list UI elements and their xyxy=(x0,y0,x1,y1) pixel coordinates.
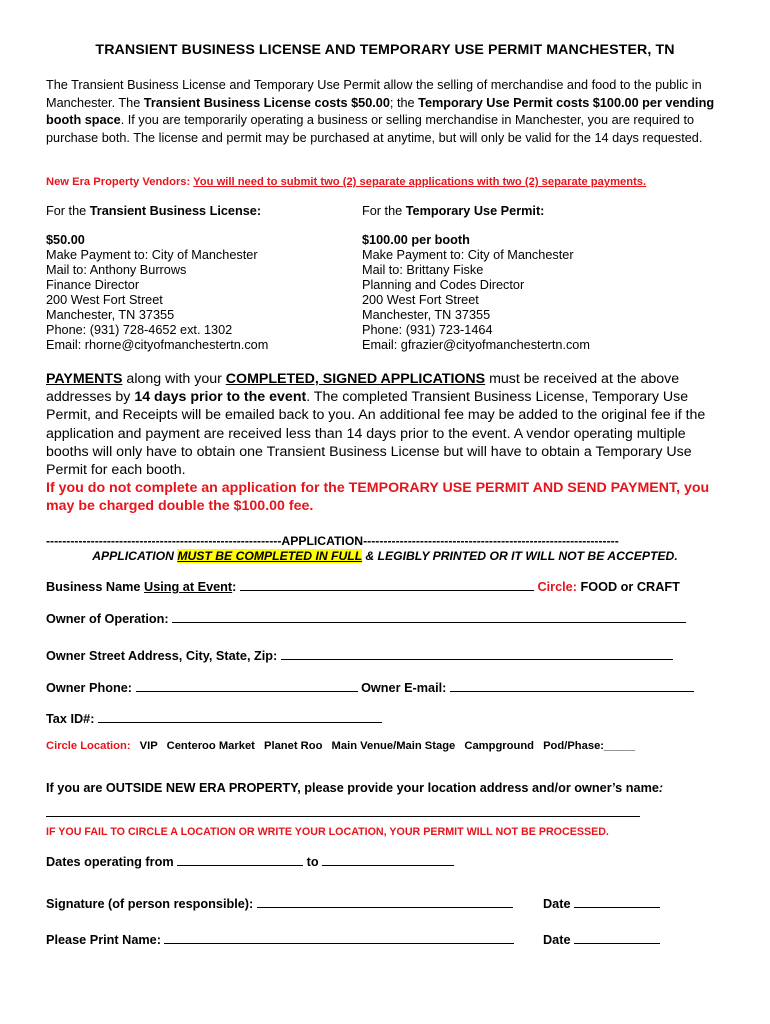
location-option-main-venue[interactable]: Main Venue/Main Stage xyxy=(331,740,456,752)
phone-email-row xyxy=(46,679,694,695)
outside-location-field[interactable] xyxy=(46,815,640,817)
location-option-campground[interactable]: Campground xyxy=(464,740,534,752)
permit-title: Planning and Codes Director xyxy=(362,278,525,292)
page-title: TRANSIENT BUSINESS LICENSE AND TEMPORARY USE PERMIT MANCHESTER, TN xyxy=(95,42,675,58)
license-column xyxy=(46,204,346,353)
header-bold: Temporary Use Permit: xyxy=(405,204,545,218)
notice-text: & LEGIBLY PRINTED OR IT WILL NOT BE ACCEPTED. xyxy=(361,549,678,563)
location-row xyxy=(46,740,635,752)
license-cost: Transient Business License costs $50.00 xyxy=(143,95,390,110)
license-payment: Make Payment to: City of Manchester xyxy=(46,248,258,262)
date-from-field[interactable] xyxy=(177,853,303,866)
license-email: Email: rhorne@cityofmanchestertn.com xyxy=(46,338,269,352)
field-label: Owner Phone: xyxy=(46,681,132,695)
field-label: Business Name xyxy=(46,580,145,594)
address-row xyxy=(46,647,673,663)
field-label: Signature (of person responsible): xyxy=(46,897,254,911)
application-separator: ----------------------------------------------------------APPLICATION--------------------------------------------------------------- xyxy=(46,534,619,548)
vendors-label: New Era Property Vendors: xyxy=(46,176,191,188)
field-label: : xyxy=(232,580,237,594)
signature-field[interactable] xyxy=(257,895,513,908)
outside-row xyxy=(46,781,663,795)
owner-field[interactable] xyxy=(172,610,686,623)
intro-paragraph xyxy=(46,77,726,147)
application-notice xyxy=(0,549,770,563)
location-warning: IF YOU FAIL TO CIRCLE A LOCATION OR WRITE YOUR LOCATION, YOUR PERMIT WILL NOT BE PROCESSED. xyxy=(46,826,609,838)
signature-date-row xyxy=(543,895,660,911)
field-label: If you are OUTSIDE NEW ERA PROPERTY, please provide your location address and/or owner’s name xyxy=(46,781,659,795)
signature-date-field[interactable] xyxy=(574,895,660,908)
owner-row xyxy=(46,610,686,626)
food-craft-options[interactable]: FOOD or CRAFT xyxy=(580,580,680,594)
vendors-text: You will need to submit two (2) separate applications with two (2) separate payments. xyxy=(193,176,647,188)
permit-street: 200 West Fort Street xyxy=(362,293,479,307)
location-label: Circle Location: xyxy=(46,740,131,752)
permit-payment: Make Payment to: City of Manchester xyxy=(362,248,574,262)
field-label: to xyxy=(306,855,319,869)
intro-text: The Transient Business License and Temporary Use Permit allow the selling of merchandise and food to the public in Manchester. The xyxy=(46,78,702,110)
field-label: Dates operating from xyxy=(46,855,174,869)
circle-label: Circle: xyxy=(537,580,577,594)
outside-line-row xyxy=(46,806,640,820)
email-field[interactable] xyxy=(450,679,694,692)
location-option-pod-phase[interactable]: Pod/Phase:_____ xyxy=(543,740,636,752)
field-label: Using at Event xyxy=(144,580,233,594)
field-label: Owner E-mail: xyxy=(361,681,447,695)
location-option-centeroo[interactable]: Centeroo Market xyxy=(166,740,255,752)
permit-price: $100.00 per booth xyxy=(362,233,470,247)
payments-keyword: PAYMENTS xyxy=(46,371,123,387)
license-mail: Mail to: Anthony Burrows xyxy=(46,263,187,277)
business-name-field[interactable] xyxy=(240,578,534,591)
payments-deadline: 14 days prior to the event xyxy=(134,389,307,406)
permit-mail: Mail to: Brittany Fiske xyxy=(362,263,484,277)
business-name-row xyxy=(46,578,680,594)
permit-column xyxy=(362,204,722,353)
location-option-planet-roo[interactable]: Planet Roo xyxy=(264,740,323,752)
license-title: Finance Director xyxy=(46,278,140,292)
phone-field[interactable] xyxy=(136,679,358,692)
print-date-row xyxy=(543,931,660,947)
permit-phone: Phone: (931) 723-1464 xyxy=(362,323,493,337)
dates-row xyxy=(46,853,454,869)
field-label: Date xyxy=(543,933,571,947)
print-name-field[interactable] xyxy=(164,931,514,944)
permit-header xyxy=(362,204,722,219)
payments-text: must be received at the above addresses by xyxy=(46,371,680,406)
permit-cost: Temporary Use Permit costs $100.00 per vending booth space xyxy=(46,95,715,127)
permit-email: Email: gfrazier@cityofmanchestertn.com xyxy=(362,338,590,352)
license-price: $50.00 xyxy=(46,233,85,247)
print-date-field[interactable] xyxy=(574,931,660,944)
payments-warning: If you do not complete an application for the TEMPORARY USE PERMIT AND SEND PAYMENT, you may be charged double the $100.00 fee. xyxy=(46,480,710,515)
payments-text: along with your xyxy=(122,371,226,387)
date-to-field[interactable] xyxy=(322,853,454,866)
field-label: Please Print Name: xyxy=(46,933,161,947)
field-label: Owner of Operation: xyxy=(46,612,169,626)
location-option-vip[interactable]: VIP xyxy=(139,740,158,752)
permit-city: Manchester, TN 37355 xyxy=(362,308,491,322)
payments-text: . The completed Transient Business License, Temporary Use Permit, and Receipts will be emailed back to you. An additional fee may be added to the original fee if the application and payment are received less than 14 days prior to the event. A vendor operating multiple booths will only have to obtain one Transient Business License but will have to obtain a Temporary Use Permit for each booth. xyxy=(46,389,706,479)
print-name-row xyxy=(46,931,514,947)
header-prefix: For the xyxy=(46,204,90,218)
address-field[interactable] xyxy=(281,647,673,660)
field-label: : xyxy=(658,781,664,795)
license-header xyxy=(46,204,346,219)
intro-text: . If you are temporarily operating a business or selling merchandise in Manchester, you are required to purchase both. The license and permit may be purchased at anytime, but will only be valid for the 14 days requested. xyxy=(46,113,703,145)
field-label: Tax ID#: xyxy=(46,712,95,726)
license-phone: Phone: (931) 728-4652 ext. 1302 xyxy=(46,323,233,337)
payments-keyword: COMPLETED, SIGNED APPLICATIONS xyxy=(225,371,486,387)
notice-text: APPLICATION xyxy=(92,549,178,563)
license-city: Manchester, TN 37355 xyxy=(46,308,175,322)
signature-row xyxy=(46,895,513,911)
intro-text: ; the xyxy=(389,95,419,110)
tax-row xyxy=(46,710,382,726)
header-bold: Transient Business License: xyxy=(89,204,262,218)
vendors-notice xyxy=(46,176,646,188)
license-street: 200 West Fort Street xyxy=(46,293,163,307)
payments-paragraph xyxy=(46,370,726,516)
header-prefix: For the xyxy=(362,204,406,218)
tax-id-field[interactable] xyxy=(98,710,382,723)
field-label: Date xyxy=(543,897,571,911)
notice-highlight: MUST BE COMPLETED IN FULL xyxy=(177,549,362,563)
field-label: Owner Street Address, City, State, Zip: xyxy=(46,649,278,663)
